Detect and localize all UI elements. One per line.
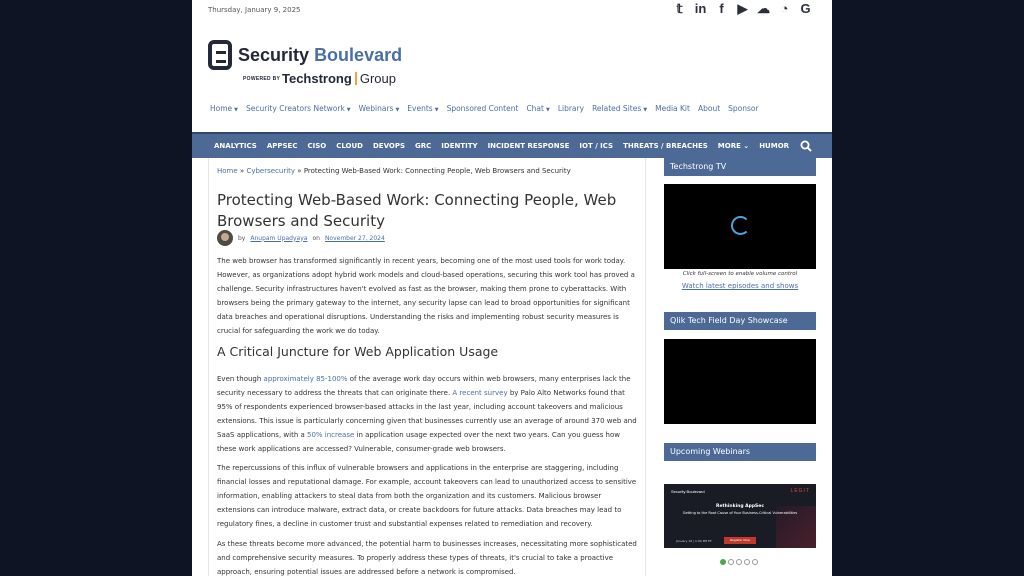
logo-brand: Techstrong Group [282, 71, 396, 86]
carousel-dots [720, 559, 758, 565]
category-label: ANALYTICS [214, 142, 257, 150]
qlik-video[interactable] [664, 339, 816, 424]
publish-date[interactable]: November 27, 2024 [324, 234, 385, 242]
category-label: DEVOPS [373, 142, 406, 150]
webinar-register-button[interactable]: Register Now [724, 537, 756, 544]
byline-by: by [238, 234, 246, 242]
nav-item-label: About [697, 104, 721, 113]
category-label: GRC [415, 142, 432, 150]
nav-item-events[interactable] [407, 104, 438, 113]
rss-icon[interactable]: ◔ [780, 1, 789, 16]
breadcrumb [217, 167, 571, 175]
nav-item-chat[interactable] [526, 104, 549, 113]
webinar-logo: Security Boulevard [671, 489, 705, 494]
byline [217, 230, 385, 246]
facebook-icon[interactable]: f [719, 1, 724, 16]
logo-mark-icon [208, 40, 232, 70]
nav-item-label: Home [210, 104, 233, 113]
main-nav [210, 104, 759, 113]
qlik-heading: Qlik Tech Field Day Showcase [664, 312, 816, 330]
inline-link[interactable]: A recent survey [452, 389, 508, 397]
category-ciso[interactable] [307, 142, 326, 150]
carousel-dot[interactable] [736, 559, 742, 565]
nav-item-sponsored-content[interactable] [447, 104, 519, 113]
nav-item-home[interactable] [210, 104, 238, 113]
nav-item-media-kit[interactable] [655, 104, 690, 113]
category-grc[interactable] [415, 142, 431, 150]
article-paragraph: The repercussions of this influx of vulnerable browsers and applications in the enterprise are staggering, including financial losses and reputational damage. For example, account takeovers can lead to unauthorized access to sensitive information, enabling attackers to steal data from both the organization and its customers. Malicious browser extensions can introduce malware, extract data, or create backdoors for future attacks. Data breaches may lead to regulatory fines, a decline in customer trust and substantial expenses related to remediation and recovery. [217, 464, 637, 528]
breadcrumb-separator: » [239, 167, 245, 175]
byline-on: on [312, 234, 320, 242]
nav-item-about[interactable] [698, 104, 720, 113]
nav-item-library[interactable] [558, 104, 584, 113]
nav-item-related-sites[interactable] [592, 104, 647, 113]
category-label: INCIDENT RESPONSE [487, 142, 570, 150]
nav-item-label: Sponsor [728, 104, 759, 113]
webinar-title: Rethinking AppSec [715, 504, 765, 509]
category-label: IOT / ICS [579, 142, 614, 150]
category-devops[interactable] [373, 142, 405, 150]
nav-item-label: Media Kit [655, 104, 690, 113]
search-icon[interactable] [800, 140, 812, 152]
webinar-subtitle: Getting to the Root Cause of Your Business-Critical Vulnerabilities [682, 511, 798, 515]
caret-down-icon: ▼ [434, 107, 439, 113]
watch-episodes-link[interactable]: Watch latest episodes and shows [681, 282, 799, 290]
caret-down-icon: ▼ [643, 107, 648, 113]
video-caption: Click full-screen to enable volume control [682, 271, 798, 277]
category-incident-response[interactable] [488, 142, 570, 150]
category-label: CLOUD [336, 142, 363, 150]
caret-down-icon: ▼ [395, 107, 400, 113]
site-logo[interactable] [208, 40, 418, 90]
article-paragraph: The web browser has transformed significantly in recent years, becoming one of the most used tools for work today. However, as organizations adopt hybrid work models and cloud-based operations, securing this work tool has proved a challenge. Security infrastructures haven't evolved as fast as the browser, making them prone to cyberattacks. With browsers being the primary gateway to the internet, any security lapse can lead to broad opportunities for significant data breaches and operational disruptions. Understanding the risks and implementing robust security measures is crucial for safeguarding the work we do today. [217, 257, 635, 335]
breadcrumb-current: Protecting Web-Based Work: Connecting People, Web Browsers and Security [303, 167, 571, 175]
nav-item-label: Webinars [358, 104, 394, 113]
nav-item-security-creators-network[interactable] [246, 104, 351, 113]
caret-down-icon: ▼ [346, 107, 351, 113]
carousel-dot[interactable] [744, 559, 750, 565]
category-iot-ics[interactable] [579, 142, 613, 150]
category-threats-breaches[interactable] [623, 142, 708, 150]
carousel-dot[interactable] [728, 559, 734, 565]
nav-item-label: Related Sites [592, 104, 642, 113]
category-label: IDENTITY [441, 142, 478, 150]
section-heading: A Critical Juncture for Web Application Usage [217, 344, 499, 359]
linkedin-icon[interactable]: in [694, 1, 707, 16]
logo-title: Security Boulevard [238, 45, 403, 65]
nav-item-label: Library [557, 104, 585, 113]
article-paragraph: Even though approximately 85-100% of the average work day occurs within web browsers, many enterprises lack the security necessary to address the threats that can originate there. A recent survey by Palo Alto Networks found that 95% of respondents experienced browser-based attacks in the last year, including account takeovers and malicious extensions. This issue is particularly concerning given that businesses currently use an average of around 370 web and SaaS applications, with a 50% increase in application usage expected over the next two years. Can you guess how these work applications are accessed? Vulnerable, consumer-grade web browsers. [217, 375, 637, 453]
author-avatar [217, 230, 233, 246]
google-icon[interactable]: G [800, 1, 811, 16]
webinar-partner: LEGIT [790, 488, 810, 494]
carousel-dot[interactable] [720, 559, 726, 565]
article-paragraph: As these threats become more advanced, the potential harm to businesses increases, necessitating more sophisticated and comprehensive security measures. To properly address these types of threats, it's crucial to take a proactive approach, ensuring potential issues are addressed before a network is compromised. [217, 540, 637, 576]
techstrong-tv-heading: Techstrong TV [664, 158, 816, 176]
social-links [673, 2, 812, 16]
category-label: APPSEC [266, 142, 298, 150]
breadcrumb-separator: » [297, 167, 302, 175]
nav-item-webinars[interactable] [359, 104, 400, 113]
nav-item-label: Events [407, 104, 433, 113]
techstrong-tv-video[interactable] [664, 184, 816, 269]
logo-powered-by: POWERED BY [243, 76, 281, 82]
twitter-icon[interactable]: 𝕥 [676, 1, 683, 16]
nav-item-sponsor[interactable] [728, 104, 758, 113]
upcoming-webinars-heading: Upcoming Webinars [664, 443, 816, 461]
article [208, 158, 646, 576]
category-humor[interactable] [759, 142, 789, 150]
webinar-banner[interactable] [664, 484, 816, 548]
soundcloud-icon[interactable]: ☁ [757, 1, 770, 16]
author-link[interactable]: Anupam Upadyaya [250, 234, 308, 242]
caret-down-icon: ▼ [234, 107, 239, 113]
category-list [214, 142, 789, 150]
category-identity[interactable] [441, 142, 477, 150]
category-appsec[interactable] [267, 142, 298, 150]
category-analytics[interactable] [214, 142, 257, 150]
caret-down-icon: ▼ [545, 107, 550, 113]
top-bar [192, 0, 832, 20]
webinar-date: January 16 | 1:00 PM ET [676, 539, 712, 543]
inline-link[interactable]: approximately 85-100% [263, 375, 348, 383]
category-label: THREATS / BREACHES [623, 142, 708, 150]
category-label: CISO [307, 142, 327, 150]
current-date: Thursday, January 9, 2025 [208, 6, 301, 14]
category-label: HUMOR [759, 142, 790, 150]
nav-item-label: Sponsored Content [446, 104, 519, 113]
page [192, 0, 832, 576]
category-more[interactable] [718, 142, 749, 150]
breadcrumb-home[interactable]: Home [217, 167, 238, 175]
category-label: MORE [717, 142, 741, 150]
carousel-dot[interactable] [752, 559, 758, 565]
category-cloud[interactable] [336, 142, 363, 150]
chevron-down-icon: ⌄ [740, 142, 750, 150]
breadcrumb-category[interactable]: Cybersecurity [246, 167, 296, 175]
loading-spinner-icon [731, 216, 750, 235]
inline-link[interactable]: 50% increase [307, 431, 355, 439]
youtube-icon[interactable]: ▶ [737, 1, 748, 16]
category-bar [192, 132, 832, 158]
nav-item-label: Chat [526, 104, 544, 113]
article-title: Protecting Web-Based Work: Connecting People, Web Browsers and Security [217, 191, 617, 230]
nav-item-label: Security Creators Network [246, 104, 345, 113]
